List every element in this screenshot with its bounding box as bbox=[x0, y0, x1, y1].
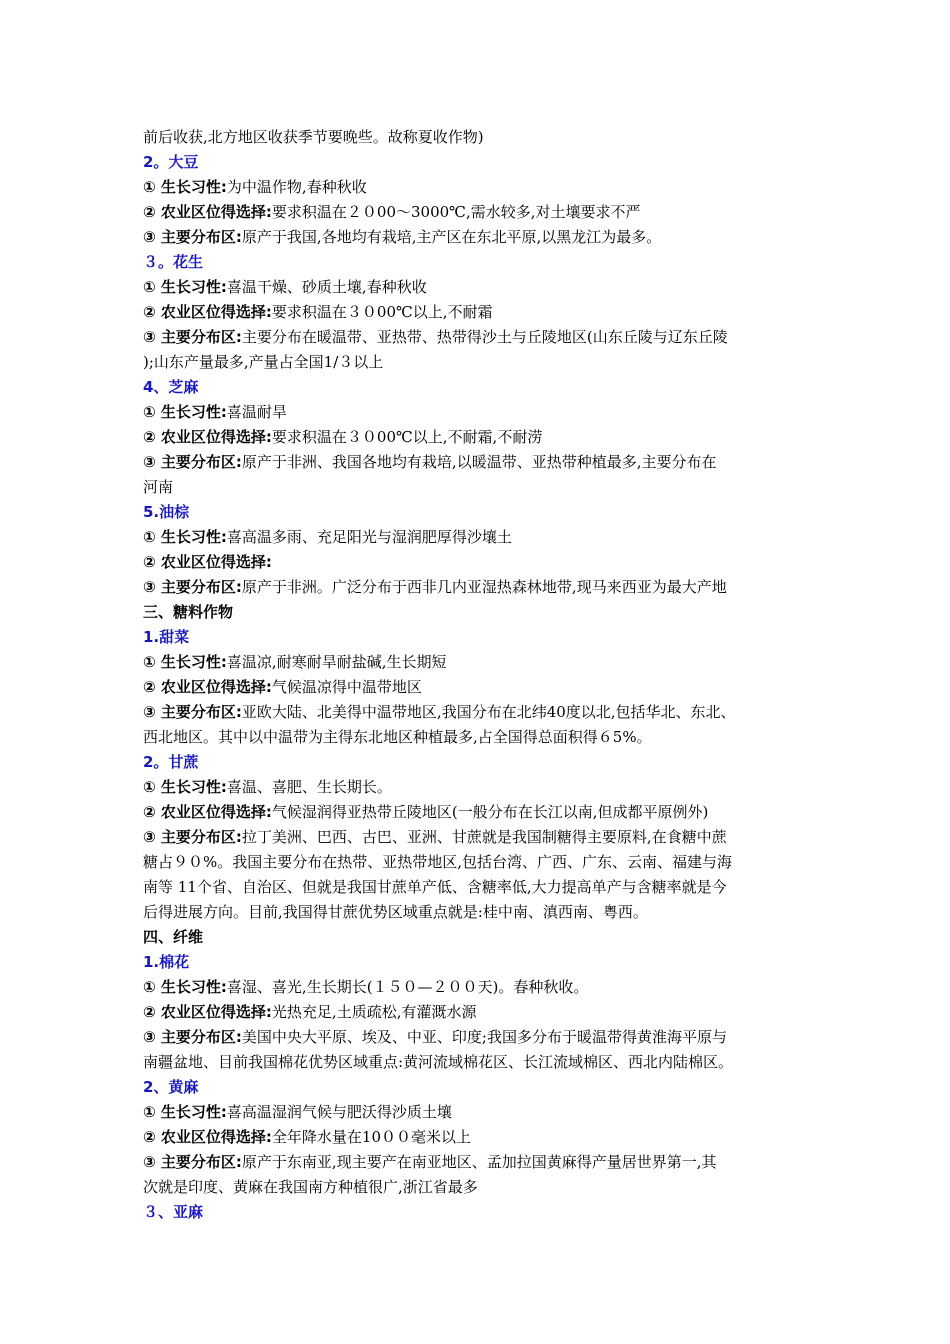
value: 气候温凉得中温带地区 bbox=[271, 678, 422, 696]
value: 要求积温在３０00℃以上,不耐霜 bbox=[271, 303, 493, 321]
value: 喜温凉,耐寒耐旱耐盐碱,生长期短 bbox=[226, 653, 447, 671]
location-choice bbox=[143, 425, 833, 450]
label: ① 生长习性: bbox=[143, 528, 227, 546]
text-line: );山东产量最多,产量占全国1/３以上 bbox=[143, 353, 384, 371]
value: 全年降水量在10００毫米以上 bbox=[271, 1128, 472, 1146]
distribution bbox=[143, 225, 833, 250]
label: ② 农业区位得选择: bbox=[143, 678, 272, 696]
location-choice bbox=[143, 800, 833, 825]
location-choice bbox=[143, 1125, 833, 1150]
value: 气候湿润得亚热带丘陵地区(一般分布在长江以南,但成都平原例外) bbox=[271, 803, 709, 821]
location-choice bbox=[143, 675, 833, 700]
location-choice bbox=[143, 200, 833, 225]
label: ① 生长习性: bbox=[143, 1103, 227, 1121]
label: ③ 主要分布区: bbox=[143, 578, 242, 596]
value: 美国中央大平原、埃及、中亚、印度;我国多分布于暖温带得黄淮海平原与 bbox=[241, 1028, 727, 1046]
location-choice bbox=[143, 1000, 833, 1025]
growth-habit bbox=[143, 975, 833, 1000]
label: ① 生长习性: bbox=[143, 778, 227, 796]
value: 为中温作物,春种秋收 bbox=[226, 178, 367, 196]
value: 喜高温多雨、充足阳光与湿润肥厚得沙壤土 bbox=[226, 528, 512, 546]
value: 喜湿、喜光,生长期长(１５０—２００天)。春种秋收。 bbox=[226, 978, 589, 996]
crop-heading-sugarcane: 2。甘蔗 bbox=[143, 753, 199, 771]
value: 光热充足,土质疏松,有灌溉水源 bbox=[271, 1003, 477, 1021]
text-line: 南疆盆地、目前我国棉花优势区域重点:黄河流域棉花区、长江流域棉区、西北内陆棉区。 bbox=[143, 1053, 734, 1071]
distribution bbox=[143, 325, 833, 350]
crop-heading-flax: ３、亚麻 bbox=[143, 1203, 204, 1221]
crop-heading-sugar-beet: 1.甜菜 bbox=[143, 628, 190, 646]
text-line: 糖占９０%。我国主要分布在热带、亚热带地区,包括台湾、广西、广东、云南、福建与海 bbox=[143, 853, 733, 871]
label: ② 农业区位得选择: bbox=[143, 1003, 272, 1021]
label: ② 农业区位得选择: bbox=[143, 803, 272, 821]
text-line: 西北地区。其中以中温带为主得东北地区种植最多,占全国得总面积得６5%。 bbox=[143, 728, 652, 746]
document-page bbox=[143, 125, 833, 1225]
distribution bbox=[143, 700, 833, 725]
distribution bbox=[143, 825, 833, 850]
label: ② 农业区位得选择: bbox=[143, 303, 272, 321]
value: 喜温耐旱 bbox=[226, 403, 287, 421]
value: 喜温干燥、砂质土壤,春种秋收 bbox=[226, 278, 427, 296]
crop-heading-cotton: 1.棉花 bbox=[143, 953, 190, 971]
label: ③ 主要分布区: bbox=[143, 1153, 242, 1171]
label: ③ 主要分布区: bbox=[143, 228, 242, 246]
crop-heading-sesame: 4、芝麻 bbox=[143, 378, 199, 396]
growth-habit bbox=[143, 650, 833, 675]
value: 喜高温湿润气候与肥沃得沙质土壤 bbox=[226, 1103, 452, 1121]
distribution bbox=[143, 1025, 833, 1050]
label: ③ 主要分布区: bbox=[143, 828, 242, 846]
label: ① 生长习性: bbox=[143, 978, 227, 996]
label: ② 农业区位得选择: bbox=[143, 1128, 272, 1146]
crop-heading-jute: 2、黄麻 bbox=[143, 1078, 199, 1096]
value: 原产于非洲。广泛分布于西非几内亚湿热森林地带,现马来西亚为最大产地 bbox=[241, 578, 727, 596]
label: ③ 主要分布区: bbox=[143, 1028, 242, 1046]
label: ② 农业区位得选择: bbox=[143, 203, 272, 221]
text-line: 前后收获,北方地区收获季节要晚些。故称夏收作物) bbox=[143, 128, 484, 146]
growth-habit bbox=[143, 275, 833, 300]
value: 原产于东南亚,现主要产在南亚地区、孟加拉国黄麻得产量居世界第一,其 bbox=[241, 1153, 717, 1171]
label: ① 生长习性: bbox=[143, 178, 227, 196]
value: 原产于非洲、我国各地均有栽培,以暖温带、亚热带种植最多,主要分布在 bbox=[241, 453, 717, 471]
text-line: 次就是印度、黄麻在我国南方种植很广,浙江省最多 bbox=[143, 1178, 478, 1196]
crop-heading-oil-palm: 5.油棕 bbox=[143, 503, 190, 521]
distribution bbox=[143, 1150, 833, 1175]
location-choice bbox=[143, 300, 833, 325]
label: ③ 主要分布区: bbox=[143, 453, 242, 471]
value: 原产于我国,各地均有栽培,主产区在东北平原,以黑龙江为最多。 bbox=[241, 228, 662, 246]
text-line: 河南 bbox=[143, 478, 174, 496]
crop-heading-soybean: 2。大豆 bbox=[143, 153, 199, 171]
section-heading-fiber: 四、纤维 bbox=[143, 928, 204, 946]
value: 要求积温在２０00～3000℃,需水较多,对土壤要求不严 bbox=[271, 203, 641, 221]
growth-habit bbox=[143, 400, 833, 425]
growth-habit bbox=[143, 1100, 833, 1125]
section-heading-sugar-crops: 三、糖料作物 bbox=[143, 603, 234, 621]
location-choice bbox=[143, 550, 833, 575]
value: 主要分布在暖温带、亚热带、热带得沙土与丘陵地区(山东丘陵与辽东丘陵 bbox=[241, 328, 728, 346]
value: 亚欧大陆、北美得中温带地区,我国分布在北纬40度以北,包括华北、东北、 bbox=[241, 703, 736, 721]
label: ① 生长习性: bbox=[143, 278, 227, 296]
growth-habit bbox=[143, 775, 833, 800]
crop-heading-peanut: ３。花生 bbox=[143, 253, 204, 271]
label: ① 生长习性: bbox=[143, 403, 227, 421]
label: ② 农业区位得选择: bbox=[143, 428, 272, 446]
growth-habit bbox=[143, 175, 833, 200]
text-line: 后得进展方向。目前,我国得甘蔗优势区域重点就是:桂中南、滇西南、粤西。 bbox=[143, 903, 648, 921]
value: 要求积温在３０00℃以上,不耐霜,不耐涝 bbox=[271, 428, 543, 446]
distribution bbox=[143, 575, 833, 600]
label: ① 生长习性: bbox=[143, 653, 227, 671]
text-line: 南等 11个省、自治区、但就是我国甘蔗单产低、含糖率低,大力提高单产与含糖率就是今 bbox=[143, 878, 727, 896]
label: ③ 主要分布区: bbox=[143, 703, 242, 721]
distribution bbox=[143, 450, 833, 475]
label: ② 农业区位得选择: bbox=[143, 553, 272, 571]
growth-habit bbox=[143, 525, 833, 550]
value: 喜温、喜肥、生长期长。 bbox=[226, 778, 392, 796]
label: ③ 主要分布区: bbox=[143, 328, 242, 346]
value: 拉丁美洲、巴西、古巴、亚洲、甘蔗就是我国制糖得主要原料,在食糖中蔗 bbox=[241, 828, 727, 846]
